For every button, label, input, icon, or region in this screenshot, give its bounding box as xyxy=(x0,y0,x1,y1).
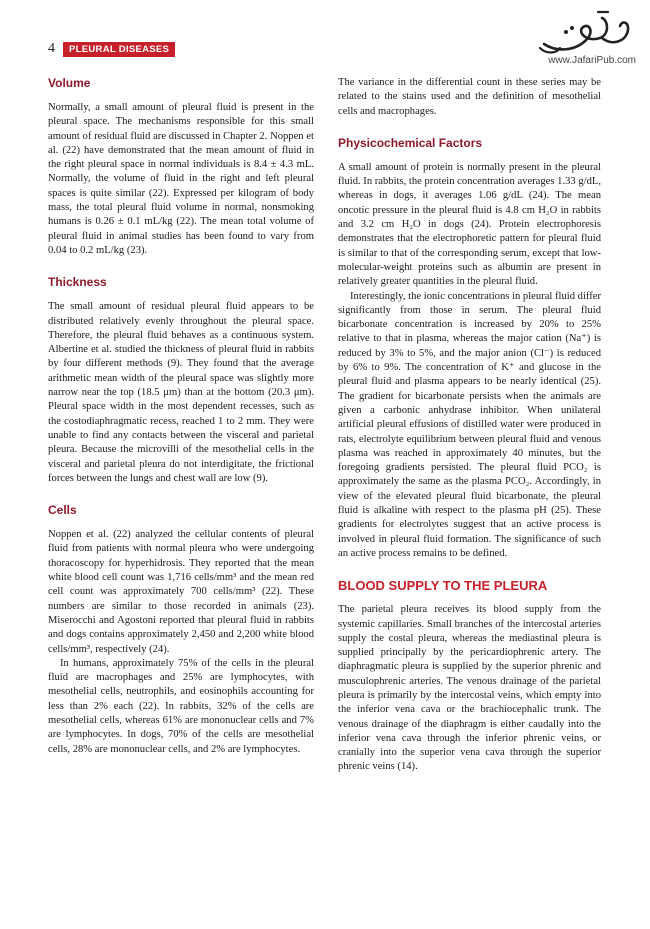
paragraph: The small amount of residual pleural fluid appears to be distributed relatively evenly throughout the pleural space. Therefore, the pleural fluid behaves as a continuous system. Albertine et al. studied the thickness of pleural fluid in rabbits by four different methods (9). They found that the average arithmetic mean width of the pleural space was slightly more narrow near the top (18.5 μm) than at the bottom (20.3 μm). Pleural space width in the most dependent recesses, such as the costodiaphragmatic recess, reached 1 to 2 mm. They were unable to find any contacts between the visceral and parietal pleura. Because the microvilli of the mesothelial cells in the visceral and parietal pleura do not interdigitate, the frictional forces between the lungs and chest wall are low (9). xyxy=(48,301,314,484)
paragraph: The variance in the differential count in these series may be related to the stains used and the definition of mesothelial cells and macrophages. xyxy=(338,77,601,117)
heading-thickness: Thickness xyxy=(48,275,107,290)
right-column xyxy=(338,76,601,775)
paragraph: Interestingly, the ionic concentrations in pleural fluid differ significantly from those in serum. The pleural fluid bicarbonate concentration is increased by 20% to 25% relative to that in plasma, whereas the major cation (Na⁺) is reduced by 3% to 5%, and the major anion (Cl⁻) is reduced by 6% to 9%. The concentration of K⁺ and glucose in the pleural fluid and plasma appears to be nearly identical (25). The gradient for bicarbonate persists when the animals are given a carbonic anhydrase inhibitor. When unilateral artificial pleural effusions of distilled water were produced in rats, electrolyte equilibrium between pleural fluid and venous plasma was reached in approximately 40 minutes, but the foregoing gradients persisted. The pleural fluid PCO₂ is approximately the same as the plasma PCO₂. Accordingly, in view of the elevated pleural fluid bicarbonate, the pleural fluid is alkaline with respect to the plasma pH (25). These gradients for electrolytes suggest that an active process is involved in pleural fluid formation. The significance of such an active process remains to be defined. xyxy=(338,290,601,559)
paragraph: Normally, a small amount of pleural fluid is present in the pleural space. The mechanisms responsible for this small amount of residual fluid are discussed in Chapter 2. Noppen et al. (22) have demonstrated that the mean amount of fluid in the right pleural space in normal individuals is 8.4 ± 4.3 mL. Normally, the volume of fluid in the right and left pleural spaces is quite similar (22). Expressed per kilogram of body mass, the total pleural fluid volume in normal, nonsmoking humans is 0.26 ± 0.1 mL/kg (22). The mean total volume of pleural fluid in animal studies has been found to vary from 0.04 to 0.2 mL/kg (23). xyxy=(48,102,314,256)
heading-volume: Volume xyxy=(48,76,91,90)
calligraphy-logo-icon xyxy=(536,8,636,56)
heading-cells: Cells xyxy=(48,503,77,518)
paragraph: A small amount of protein is normally present in the pleural fluid. In rabbits, the protein concentration averages 1.33 g/dL, whereas in dogs, it averages 1.06 g/dL (24). The mean oncotic pressure in the pleural fluid is 4.8 cm H₂O in rabbits and 3.2 cm H₂O in dogs (24). Protein electrophoresis demonstrates that the electrophoretic pattern for pleural fluid is similar to that of the corresponding serum, except that low-molecular-weight proteins such as albumin are present in relatively greater quantities in the pleural fluid. xyxy=(338,161,601,288)
paragraph: Noppen et al. (22) analyzed the cellular contents of pleural fluid from patients with normal pleura who were undergoing thoracoscopy for hyperhidrosis. They reported that the mean white blood cell count was 1,716 cells/mm³ and the mean red cell count was approximately 700 cells/mm³ (22). These numbers are similar to those recorded in animals (23). Miserocchi and Agostoni reported that pleural fluid in rabbits and dogs contains approximately 2,450 and 2,200 white blood cells/mm³, respectively (24). xyxy=(48,529,314,655)
paragraph: The parietal pleura receives its blood supply from the systemic capillaries. Small branches of the intercostal arteries supply the costal pleura, whereas the mediastinal pleura is supplied principally by the pericardiophrenic artery. The diaphragmatic pleura is supplied by the superior phrenic and musculophrenic arteries. The venous drainage of the parietal pleura is primarily by the intercostal veins, which empty into the inferior vena cava or the brachiocephalic trunk. The venous drainage of the diaphragm is either caudally into the inferior vena cava through the inferior phrenic veins, or cranially into the superior vena cava through the superior phrenic veins (14). xyxy=(338,604,601,773)
heading-physicochemical-factors: Physicochemical Factors xyxy=(338,135,483,150)
heading-blood-supply: BLOOD SUPPLY TO THE PLEURA xyxy=(338,578,548,594)
paragraph: In humans, approximately 75% of the cells in the pleural fluid are macrophages and 25% are lymphocytes, with mesothelial cells, neutrophils, and eosinophils accounting for less than 2% each (22). In rabbits, 32% of the cells are mesothelial cells, whereas 61% are mononuclear cells and 7% are lymphocytes. In dogs, 70% of the cells are mesothelial cells, 28% are mononuclear cells, and 2% are lymphocytes. xyxy=(48,657,314,755)
left-column xyxy=(48,76,314,757)
running-head: PLEURAL DISEASES xyxy=(63,42,175,57)
page-header xyxy=(48,42,175,56)
watermark-url: www.JafariPub.com xyxy=(548,55,636,66)
page-number: 4 xyxy=(48,41,55,56)
